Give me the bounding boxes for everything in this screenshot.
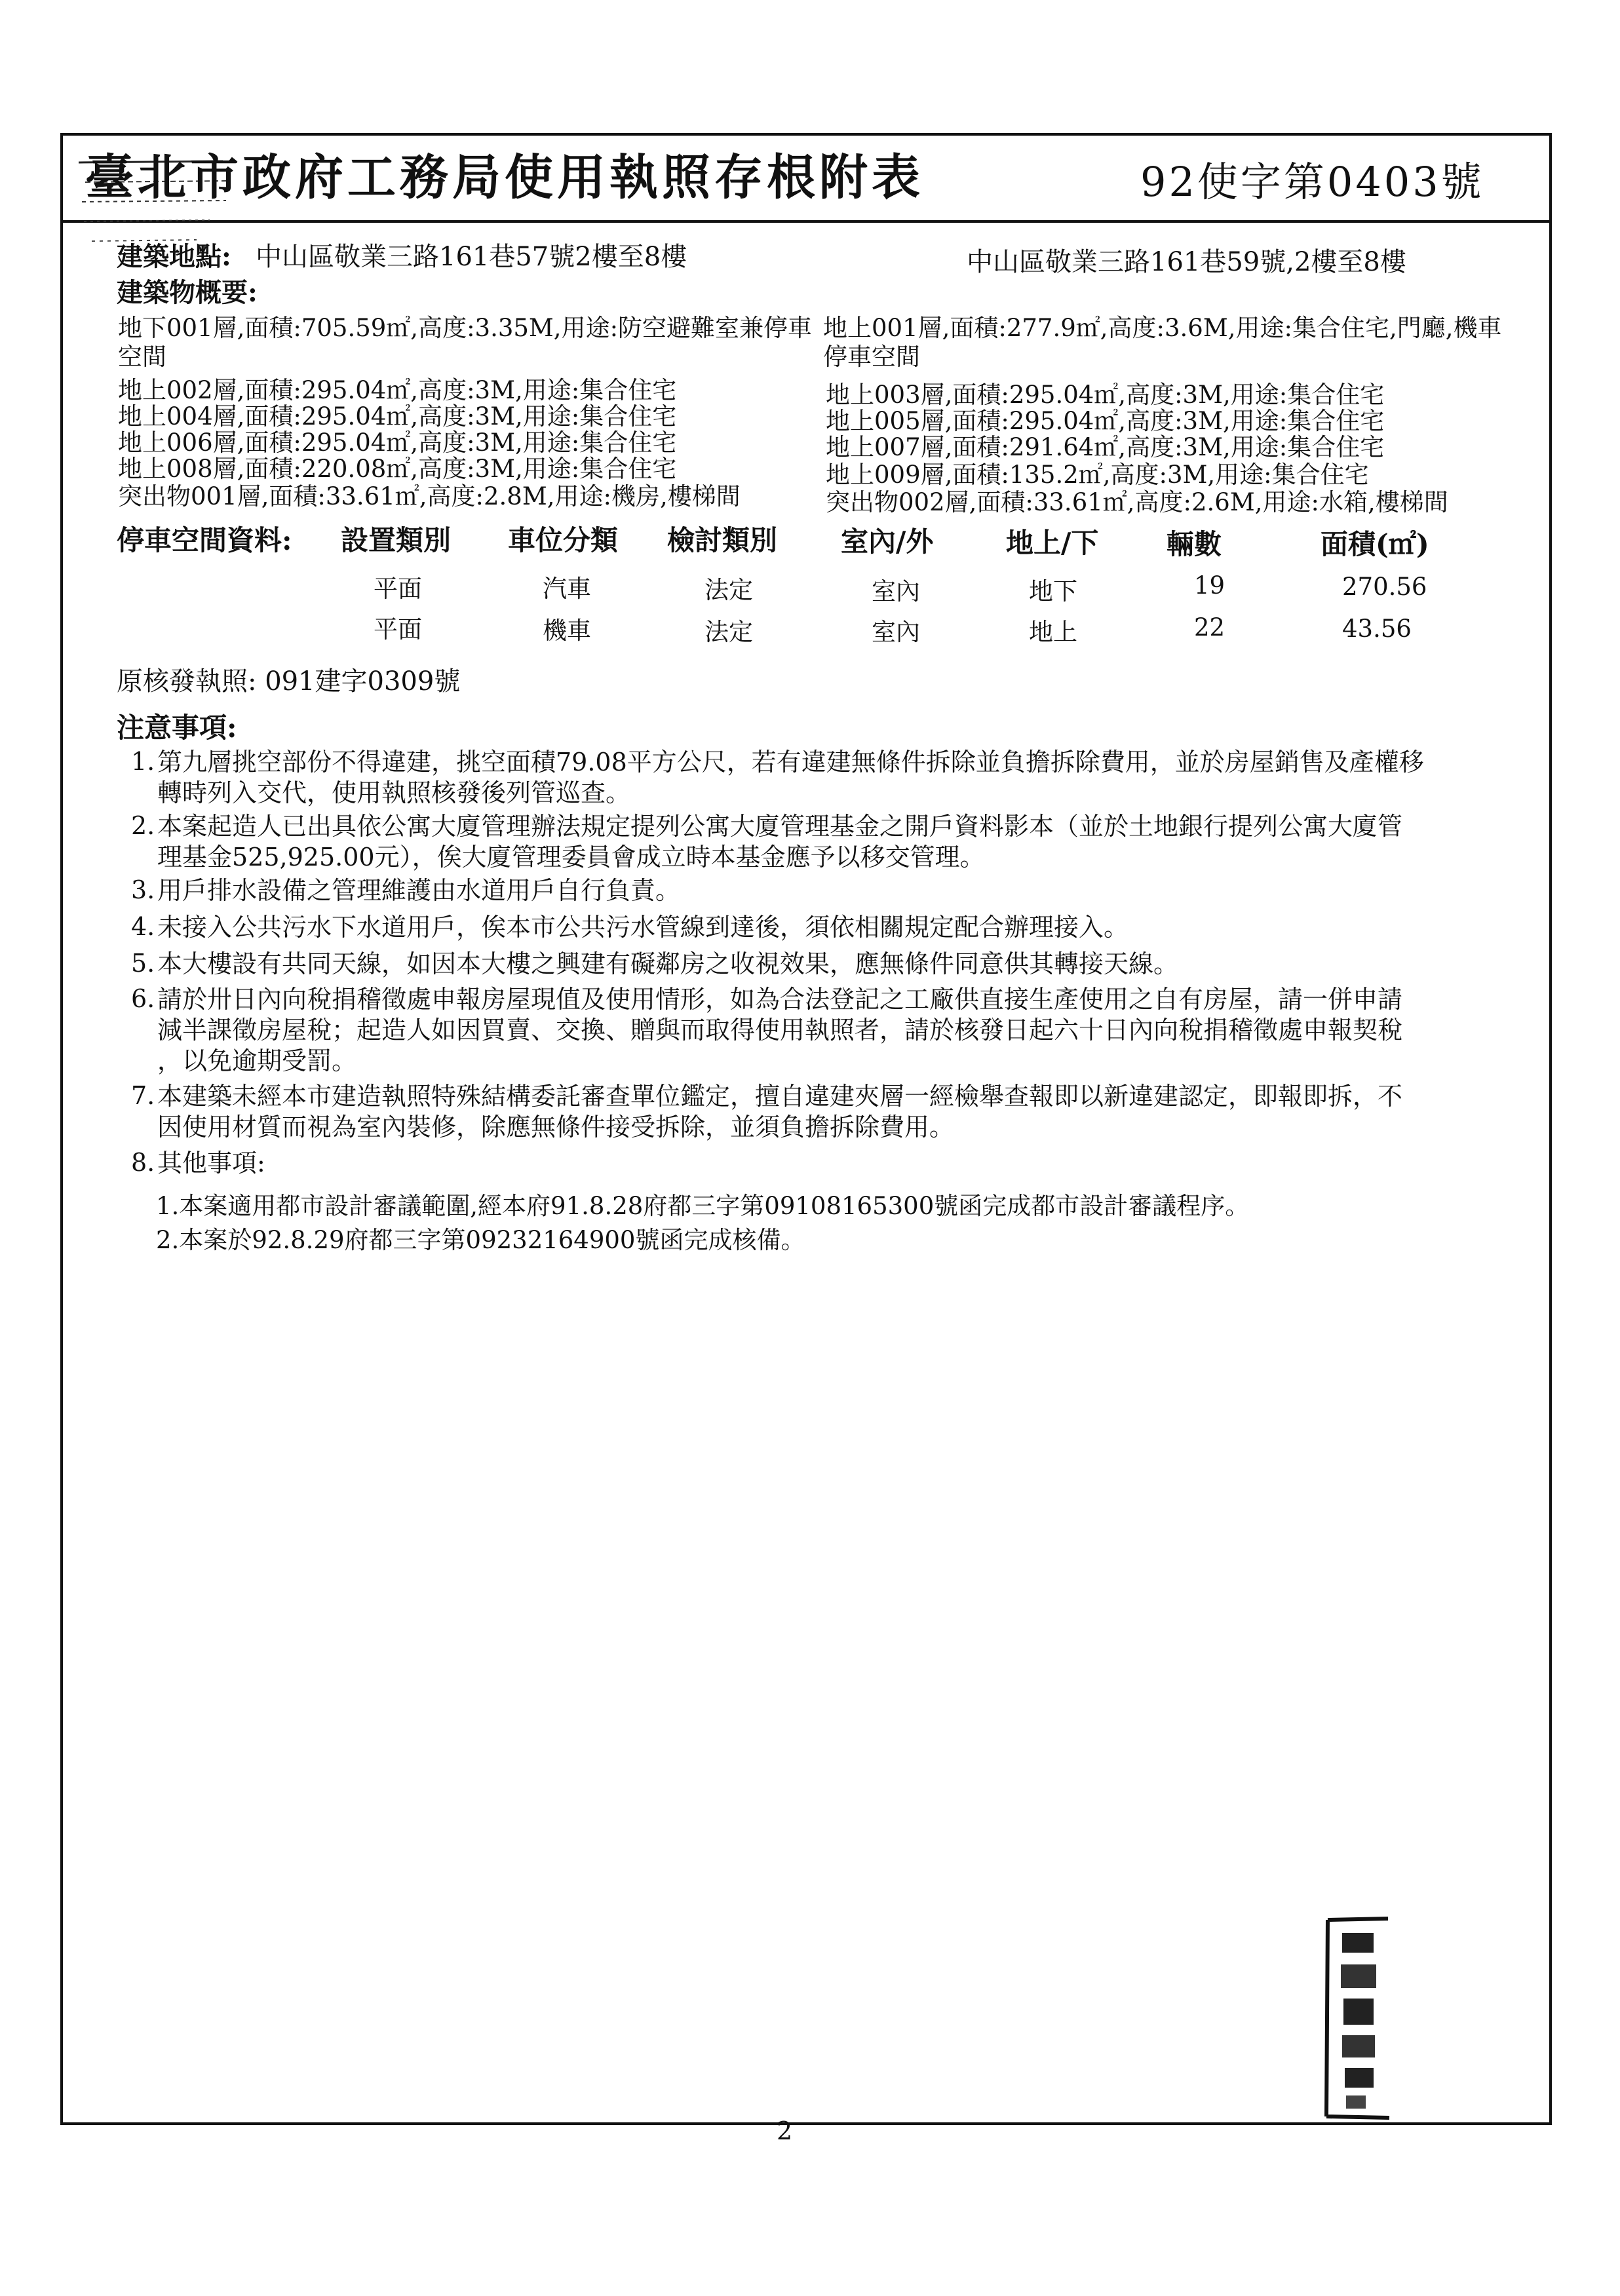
floor-item: 地上004層,面積:295.04㎡,高度:3M,用途:集合住宅 — [118, 402, 677, 430]
parking-col-header: 面積(㎡) — [1321, 528, 1429, 560]
parking-cell: 地上 — [1029, 618, 1077, 646]
note-number: 2. — [131, 811, 155, 840]
overview-line1-right-cont: 停車空間 — [823, 343, 920, 371]
floor-item: 地上003層,面積:295.04㎡,高度:3M,用途:集合住宅 — [826, 381, 1385, 409]
note-number: 7. — [131, 1081, 155, 1110]
floor-item: 地上002層,面積:295.04㎡,高度:3M,用途:集合住宅 — [118, 376, 677, 404]
other-item: 1.本案適用都市設計審議範圍,經本府91.8.28府都三字第09108165300號函完成都市設計審議程序。 — [156, 1192, 1250, 1220]
parking-cell: 平面 — [374, 575, 422, 603]
parking-cell: 室內 — [872, 618, 920, 646]
floor-item: 地上006層,面積:295.04㎡,高度:3M,用途:集合住宅 — [118, 429, 677, 457]
parking-col-header: 車位分類 — [508, 524, 619, 556]
floor-item: 突出物001層,面積:33.61㎡,高度:2.8M,用途:機房,樓梯間 — [118, 482, 741, 510]
parking-col-header: 地上/下 — [1006, 527, 1099, 559]
note-item: 其他事項: — [157, 1149, 265, 1177]
note-item: 請於卅日內向稅捐稽徵處申報房屋現值及使用情形，如為合法登記之工廠供直接生產使用之自有房屋，請一併申請 減半課徵房屋稅；起造人如因買賣、交換、贈與而取得使用執照者，請於核發日起六十日內向稅捐稽徵處申報契稅 ，以免逾期受罰。 — [157, 985, 1403, 1075]
note-item: 用戶排水設備之管理維護由水道用戶自行負責。 — [157, 876, 681, 905]
parking-label: 停車空間資料: — [117, 524, 292, 556]
parking-cell: 法定 — [704, 618, 753, 646]
parking-col-header: 輛數 — [1167, 528, 1222, 560]
other-item: 2.本案於92.8.29府都三字第09232164900號函完成核備。 — [156, 1226, 805, 1254]
parking-cell: 270.56 — [1342, 573, 1427, 601]
floor-item: 突出物002層,面積:33.61㎡,高度:2.6M,用途:水箱,樓梯間 — [826, 488, 1448, 516]
notes-label: 注意事項: — [117, 712, 237, 744]
overview-line1-left-cont: 空間 — [118, 343, 166, 371]
parking-cell: 平面 — [374, 615, 422, 643]
parking-cell: 19 — [1194, 571, 1225, 600]
note-number: 4. — [131, 912, 155, 941]
floor-item: 地上007層,面積:291.64㎡,高度:3M,用途:集合住宅 — [826, 433, 1385, 461]
note-number: 1. — [131, 747, 155, 776]
location-label: 建築地點: — [117, 241, 231, 272]
location-address-right: 中山區敬業三路161巷59號,2樓至8樓 — [967, 247, 1406, 277]
note-item: 未接入公共污水下水道用戶，俟本市公共污水管線到達後，須依相關規定配合辦理接入。 — [157, 913, 1129, 942]
page-number: 2 — [777, 2116, 793, 2145]
parking-cell: 43.56 — [1342, 615, 1412, 643]
parking-col-header: 設置類別 — [341, 524, 452, 556]
note-item: 本大樓設有共同天線，如因本大樓之興建有礙鄰房之收視效果，應無條件同意供其轉接天線。 — [157, 949, 1179, 978]
floor-item: 地上009層,面積:135.2㎡,高度:3M,用途:集合住宅 — [826, 461, 1369, 489]
parking-cell: 室內 — [872, 577, 920, 605]
original-permit: 原核發執照: 091建字0309號 — [117, 666, 461, 697]
note-number: 5. — [131, 949, 155, 978]
parking-cell: 22 — [1194, 613, 1225, 641]
parking-cell: 汽車 — [543, 575, 591, 603]
note-number: 6. — [131, 984, 155, 1013]
overview-line1-left: 地下001層,面積:705.59㎡,高度:3.35M,用途:防空避難室兼停車 — [118, 314, 813, 342]
permit-number: 92使字第0403號 — [1140, 158, 1484, 206]
overview-label: 建築物概要: — [117, 277, 258, 308]
parking-col-header: 室內/外 — [841, 526, 934, 558]
note-item: 本案起造人已出具依公寓大廈管理辦法規定提列公寓大廈管理基金之開戶資料影本（並於土地銀行提列公寓大廈管 理基金525,925.00元），俟大廈管理委員會成立時本基金應予以移交管理。 — [157, 812, 1403, 871]
parking-cell: 機車 — [543, 617, 591, 645]
parking-cell: 法定 — [704, 576, 753, 604]
overview-line1-right: 地上001層,面積:277.9㎡,高度:3.6M,用途:集合住宅,門廳,機車 — [823, 314, 1502, 342]
floor-item: 地上008層,面積:220.08㎡,高度:3M,用途:集合住宅 — [118, 455, 677, 483]
note-item: 第九層挑空部份不得違建，挑空面積79.08平方公尺，若有違建無條件拆除並負擔拆除費用，並於房屋銷售及產權移 轉時列入交代，使用執照核發後列管巡查。 — [157, 748, 1424, 807]
official-seal-stamp — [1322, 1913, 1395, 2123]
parking-col-header: 檢討類別 — [667, 524, 778, 556]
page-title: 臺北市政府工務局使用執照存根附表 — [85, 149, 924, 206]
note-item: 本建築未經本市建造執照特殊結構委託審查單位鑑定，擅自違建夾層一經檢舉查報即以新違建認定，即報即拆，不 因使用材質而視為室內裝修，除應無條件接受拆除，並須負擔拆除費用。 — [157, 1082, 1403, 1141]
note-number: 3. — [131, 875, 155, 904]
parking-cell: 地下 — [1029, 577, 1077, 605]
note-number: 8. — [131, 1148, 155, 1177]
location-address-left: 中山區敬業三路161巷57號2樓至8樓 — [256, 242, 687, 272]
floor-item: 地上005層,面積:295.04㎡,高度:3M,用途:集合住宅 — [826, 407, 1385, 435]
